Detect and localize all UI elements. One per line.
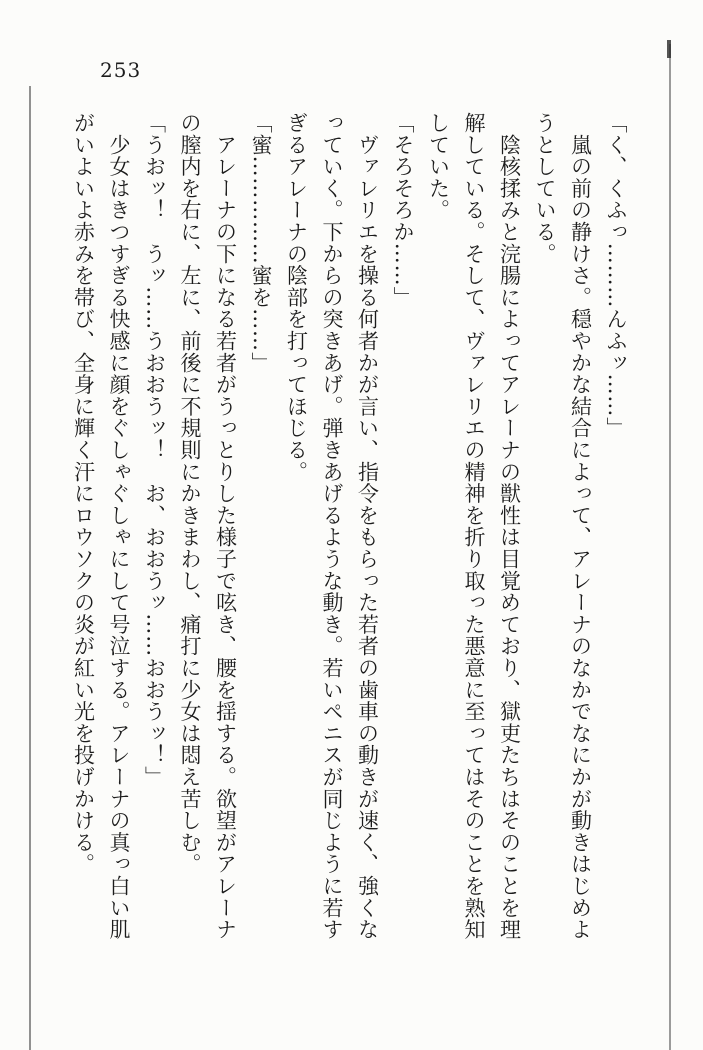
text-column-10: ぎるアレーナの陰部を打ってほじる。 [284, 112, 309, 483]
text-column-5: 解している。そして、ヴァレリエの精神を折り取った悪意に至ってはそのことを熟知 [462, 112, 486, 941]
text-column-3: うとしている。 [533, 112, 557, 265]
text-column-11: 「蜜……………蜜を……」 [249, 112, 273, 374]
text-column-12: アレーナの下になる若者がうっとりした様子で呟き、腰を揺する。欲望がアレーナ [213, 112, 238, 941]
text-column-7: 「そろそろか……」 [391, 112, 415, 309]
text-column-6: していた。 [426, 112, 451, 221]
text-column-1: 「く、くふっ………んふッ……」 [604, 112, 628, 439]
text-column-15: 少女はきつすぎる快感に顔をぐしゃぐしゃにして号泣する。アレーナの真っ白い肌 [107, 112, 131, 941]
text-column-13: の膣内を右に、左に、前後に不規則にかきまわし、痛打に少女は悶え苦しむ。 [178, 112, 202, 875]
text-column-14: 「うおッ！ うッ……うおおうッ！ お、おおうッ……おおうッ！」 [142, 112, 167, 788]
text-column-16: がいよいよ赤みを帯び、全身に輝く汗にロウソクの炎が紅い光を投げかける。 [71, 112, 96, 875]
text-column-2: 嵐の前の静けさ。穏やかな結合によって、アレーナのなかでなにかが動きはじめよ [568, 112, 593, 941]
page-number: 253 [100, 58, 142, 82]
text-column-8: ヴァレリエを操る何者かが言い、指令をもらった若者の歯車の動きが速く、強くな [355, 112, 380, 941]
text-block [65, 112, 633, 946]
page-edge-line-left [29, 86, 31, 1050]
page-edge-line-right [669, 44, 671, 1050]
text-column-4: 陰核揉みと浣腸によってアレーナの獣性は目覚めており、獄吏たちはそのことを理 [497, 112, 522, 941]
page-edge-tick-top-right [667, 40, 671, 58]
text-column-9: っていく。下からの突きあげ。弾きあげるような動き。若いペニスが同じように若す [320, 112, 344, 941]
